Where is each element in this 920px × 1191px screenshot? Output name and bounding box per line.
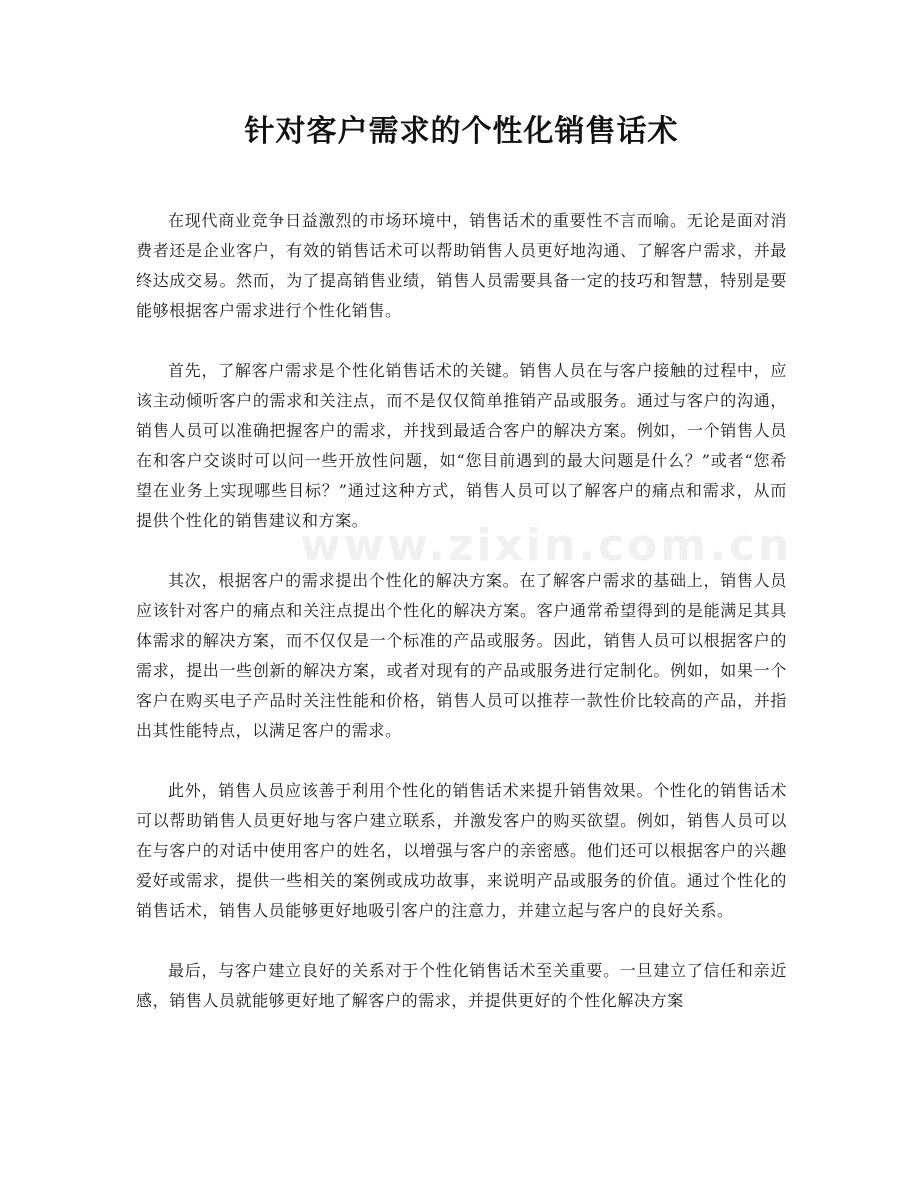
paragraph-5: 最后，与客户建立良好的关系对于个性化销售话术至关重要。一旦建立了信任和亲近感，销售人员就能够更好地了解客户的需求，并提供更好的个性化解决方案 (136, 961, 787, 1010)
paragraph-3: 其次，根据客户的需求提出个性化的解决方案。在了解客户需求的基础上，销售人员应该针对客户的痛点和关注点提出个性化的解决方案。客户通常希望得到的是能满足其具体需求的解决方案，而不仅仅是一个标准的产品或服务。因此，销售人员可以根据客户的需求，提出一些创新的解决方案，或者对现有的产品或服务进行定制化。例如，如果一个客户在购买电子产品时关注性能和价格，销售人员可以推荐一款性价比较高的产品，并指出其性能特点，以满足客户的需求。 (136, 571, 787, 740)
document-title: 针对客户需求的个性化销售话术 (244, 114, 679, 149)
paragraph-1: 在现代商业竞争日益激烈的市场环境中，销售话术的重要性不言而喻。无论是面对消费者还是企业客户，有效的销售话术可以帮助销售人员更好地沟通、了解客户需求，并最终达成交易。然而，为了提高销售业绩，销售人员需要具备一定的技巧和智慧，特别是要能够根据客户需求进行个性化销售。 (136, 211, 787, 320)
watermark-text: www.zixin.com.cn (300, 520, 793, 571)
paragraph-4: 此外，销售人员应该善于利用个性化的销售话术来提升销售效果。个性化的销售话术可以帮助销售人员更好地与客户建立联系，并激发客户的购买欲望。例如，销售人员可以在与客户的对话中使用客户的姓名，以增强与客户的亲密感。他们还可以根据客户的兴趣爱好或需求，提供一些相关的案例或成功故事，来说明产品或服务的价值。通过个性化的销售话术，销售人员能够更好地吸引客户的注意力，并建立起与客户的良好关系。 (136, 781, 787, 920)
paragraph-2: 首先，了解客户需求是个性化销售话术的关键。销售人员在与客户接触的过程中，应该主动倾听客户的需求和关注点，而不是仅仅简单推销产品或服务。通过与客户的沟通，销售人员可以准确把握客户的需求，并找到最适合客户的解决方案。例如，一个销售人员在和客户交谈时可以问一些开放性问题，如“您目前遇到的最大问题是什么？”或者“您希望在业务上实现哪些目标？”通过这种方式，销售人员可以了解客户的痛点和需求，从而提供个性化的销售建议和方案。 (136, 361, 787, 530)
